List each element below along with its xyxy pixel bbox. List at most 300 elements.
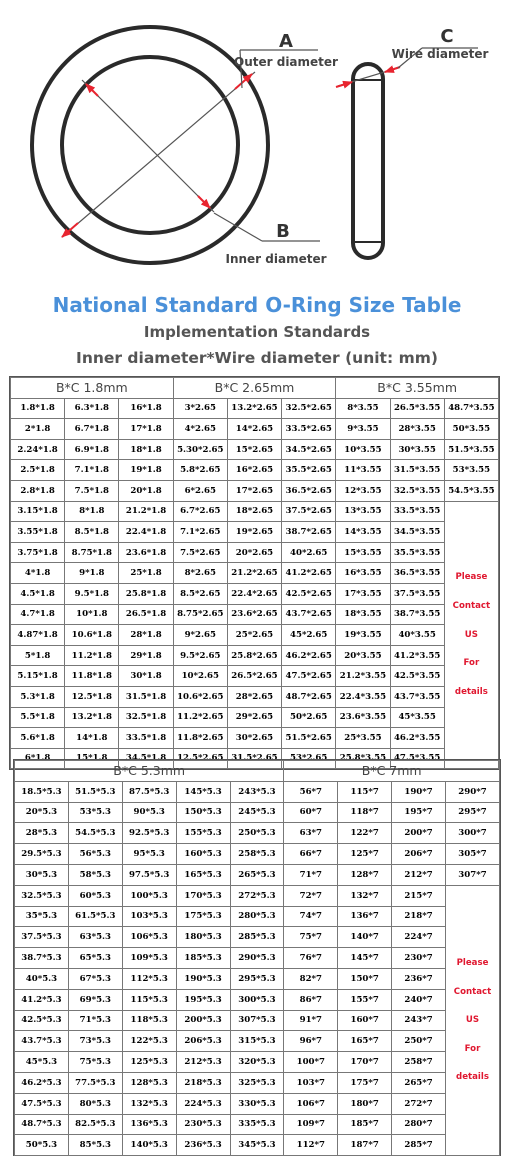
size-cell: 325*5.3	[230, 1072, 284, 1093]
size-cell: 243*7	[392, 1010, 446, 1031]
size-cell: 50*3.55	[444, 419, 498, 440]
size-cell: 74*7	[284, 906, 338, 927]
size-cell: 29*2.65	[227, 707, 281, 728]
size-cell: 61.5*5.3	[68, 906, 122, 927]
size-cell: 35*5.3	[15, 906, 69, 927]
size-cell: 345*5.3	[230, 1135, 284, 1156]
size-cell: 295*5.3	[230, 968, 284, 989]
size-cell: 43.7*2.65	[282, 604, 336, 625]
size-cell: 8*3.55	[336, 398, 390, 419]
size-cell: 330*5.3	[230, 1093, 284, 1114]
size-cell: 15*1.8	[65, 748, 119, 769]
size-cell: 109*7	[284, 1114, 338, 1135]
size-cell: 95*5.3	[122, 844, 176, 865]
size-cell: 51.5*2.65	[282, 728, 336, 749]
size-cell: 17*1.8	[119, 419, 173, 440]
table-row	[15, 948, 500, 969]
wire-arrow-right	[385, 67, 400, 72]
size-cell: 4.87*1.8	[11, 625, 65, 646]
size-cell: 45*5.3	[15, 1052, 69, 1073]
size-cell: 40*3.55	[390, 625, 444, 646]
table-row	[11, 604, 499, 625]
size-cell: 190*7	[392, 781, 446, 802]
table-row	[11, 625, 499, 646]
label-c-text: Wire diameter	[391, 47, 489, 61]
size-cell: 35.5*3.55	[390, 542, 444, 563]
size-cell: 42.5*2.65	[282, 583, 336, 604]
size-cell: 243*5.3	[230, 781, 284, 802]
size-cell: 18*2.65	[227, 501, 281, 522]
size-cell: 15*3.55	[336, 542, 390, 563]
size-cell: 28*5.3	[15, 823, 69, 844]
size-cell: 51.5*5.3	[68, 781, 122, 802]
size-cell: 4.7*1.8	[11, 604, 65, 625]
inner-diameter-line	[82, 80, 214, 212]
size-cell: 212*7	[392, 864, 446, 885]
size-cell: 41.2*2.65	[282, 563, 336, 584]
size-cell: 280*5.3	[230, 906, 284, 927]
size-cell: 4*2.65	[173, 419, 227, 440]
size-cell: 17*2.65	[227, 480, 281, 501]
size-cell: 218*5.3	[176, 1072, 230, 1093]
size-cell: 300*7	[446, 823, 500, 844]
size-cell: 5.6*1.8	[11, 728, 65, 749]
size-cell: 21.2*3.55	[336, 666, 390, 687]
size-cell: 6*2.65	[173, 480, 227, 501]
size-cell: 9.5*2.65	[173, 645, 227, 666]
inner-ring	[62, 57, 238, 233]
size-cell: 5*1.8	[11, 645, 65, 666]
group-header: B*C 2.65mm	[173, 378, 336, 399]
size-cell: 86*7	[284, 989, 338, 1010]
size-cell: 28*1.8	[119, 625, 173, 646]
label-a-text: Outer diameter	[234, 55, 338, 69]
table-row	[15, 1135, 500, 1156]
size-cell: 2.24*1.8	[11, 439, 65, 460]
size-cell: 215*7	[392, 885, 446, 906]
size-cell: 25.8*2.65	[227, 645, 281, 666]
size-cell: 145*7	[338, 948, 392, 969]
size-cell: 15*2.65	[227, 439, 281, 460]
size-cell: 2*1.8	[11, 419, 65, 440]
size-cell: 236*5.3	[176, 1135, 230, 1156]
size-cell: 54.5*3.55	[444, 480, 498, 501]
size-cell: 200*5.3	[176, 1010, 230, 1031]
size-cell: 19*3.55	[336, 625, 390, 646]
table-row	[15, 968, 500, 989]
size-cell: 22.4*1.8	[119, 522, 173, 543]
size-cell: 190*5.3	[176, 968, 230, 989]
size-cell: 187*7	[338, 1135, 392, 1156]
contact-line: Contact	[452, 601, 491, 612]
size-cell: 2.8*1.8	[11, 480, 65, 501]
size-cell: 66*7	[284, 844, 338, 865]
size-cell: 17*3.55	[336, 583, 390, 604]
contact-line: Please	[455, 572, 488, 583]
table-row	[15, 927, 500, 948]
size-cell: 45*3.55	[390, 707, 444, 728]
size-cell: 69*5.3	[68, 989, 122, 1010]
size-table-small	[10, 377, 499, 769]
size-cell: 300*5.3	[230, 989, 284, 1010]
size-cell: 25*2.65	[227, 625, 281, 646]
size-cell: 42.5*5.3	[15, 1010, 69, 1031]
size-cell: 90*5.3	[122, 802, 176, 823]
size-cell: 9*1.8	[65, 563, 119, 584]
size-cell: 320*5.3	[230, 1052, 284, 1073]
o-ring-diagram	[0, 0, 514, 285]
size-cell: 9.5*1.8	[65, 583, 119, 604]
size-cell: 23.6*1.8	[119, 542, 173, 563]
table-row	[15, 823, 500, 844]
table-row	[11, 501, 499, 522]
size-cell: 5.3*1.8	[11, 686, 65, 707]
size-cell: 160*7	[338, 1010, 392, 1031]
size-cell: 38.7*5.3	[15, 948, 69, 969]
size-cell: 11.2*2.65	[173, 707, 227, 728]
table-header-row	[15, 761, 500, 782]
size-cell: 50*2.65	[282, 707, 336, 728]
size-cell: 224*5.3	[176, 1093, 230, 1114]
size-cell: 40*5.3	[15, 968, 69, 989]
size-cell: 58*5.3	[68, 864, 122, 885]
size-cell: 3.75*1.8	[11, 542, 65, 563]
size-cell: 53*5.3	[68, 802, 122, 823]
size-cell: 8*2.65	[173, 563, 227, 584]
size-cell: 236*7	[392, 968, 446, 989]
size-cell: 195*7	[392, 802, 446, 823]
table-row	[15, 885, 500, 906]
size-cell: 307*7	[446, 864, 500, 885]
size-cell: 33.5*3.55	[390, 501, 444, 522]
size-cell: 75*7	[284, 927, 338, 948]
size-cell: 160*5.3	[176, 844, 230, 865]
size-cell: 195*5.3	[176, 989, 230, 1010]
size-cell: 112*7	[284, 1135, 338, 1156]
size-cell: 45*2.65	[282, 625, 336, 646]
size-cell: 76*7	[284, 948, 338, 969]
table-row	[11, 480, 499, 501]
table-row	[11, 563, 499, 584]
table-header-row	[11, 378, 499, 399]
size-cell: 4*1.8	[11, 563, 65, 584]
size-cell: 82.5*5.3	[68, 1114, 122, 1135]
table-row	[11, 666, 499, 687]
label-c: C	[440, 26, 454, 47]
size-cell: 315*5.3	[230, 1031, 284, 1052]
label-a: A	[279, 31, 293, 52]
size-cell: 37.5*3.55	[390, 583, 444, 604]
size-cell: 218*7	[392, 906, 446, 927]
size-cell: 37.5*5.3	[15, 927, 69, 948]
size-cell: 285*7	[392, 1135, 446, 1156]
size-cell: 106*5.3	[122, 927, 176, 948]
size-cell: 56*5.3	[68, 844, 122, 865]
size-cell: 9*2.65	[173, 625, 227, 646]
size-cell: 16*3.55	[336, 563, 390, 584]
size-cell: 2.5*1.8	[11, 460, 65, 481]
size-cell: 185*7	[338, 1114, 392, 1135]
size-cell: 6*1.8	[11, 748, 65, 769]
size-cell: 20*5.3	[15, 802, 69, 823]
size-cell: 10.6*1.8	[65, 625, 119, 646]
size-cell: 8.75*2.65	[173, 604, 227, 625]
size-cell: 34.5*2.65	[282, 439, 336, 460]
size-cell: 3.55*1.8	[11, 522, 65, 543]
size-cell: 29*1.8	[119, 645, 173, 666]
size-cell: 36.5*2.65	[282, 480, 336, 501]
table-row	[15, 1031, 500, 1052]
size-cell: 38.7*2.65	[282, 522, 336, 543]
size-cell: 8.5*1.8	[65, 522, 119, 543]
size-cell: 77.5*5.3	[68, 1072, 122, 1093]
size-cell: 109*5.3	[122, 948, 176, 969]
label-b-text: Inner diameter	[225, 252, 327, 266]
size-cell: 29.5*5.3	[15, 844, 69, 865]
size-cell: 51.5*3.55	[444, 439, 498, 460]
size-cell: 26.5*2.65	[227, 666, 281, 687]
group-header: B*C 3.55mm	[336, 378, 499, 399]
table-row	[11, 645, 499, 666]
size-cell: 265*5.3	[230, 864, 284, 885]
size-cell: 30*1.8	[119, 666, 173, 687]
size-cell: 7.5*2.65	[173, 542, 227, 563]
size-cell: 280*7	[392, 1114, 446, 1135]
size-cell: 46.2*5.3	[15, 1072, 69, 1093]
size-cell: 72*7	[284, 885, 338, 906]
contact-line: details	[454, 686, 488, 697]
size-cell: 112*5.3	[122, 968, 176, 989]
page-subtitle: Implementation Standards	[143, 323, 371, 341]
size-cell: 250*7	[392, 1031, 446, 1052]
size-cell: 43.7*3.55	[390, 686, 444, 707]
size-cell: 31.5*3.55	[390, 460, 444, 481]
size-cell: 8.75*1.8	[65, 542, 119, 563]
size-cell: 8*1.8	[65, 501, 119, 522]
size-cell: 10.6*2.65	[173, 686, 227, 707]
size-cell: 6.7*1.8	[65, 419, 119, 440]
size-cell: 295*7	[446, 802, 500, 823]
table-row	[11, 419, 499, 440]
size-cell: 87.5*5.3	[122, 781, 176, 802]
size-cell: 180*7	[338, 1093, 392, 1114]
size-cell: 33.5*2.65	[282, 419, 336, 440]
size-cell: 25*1.8	[119, 563, 173, 584]
group-header: B*C 5.3mm	[15, 761, 284, 782]
size-cell: 11*3.55	[336, 460, 390, 481]
size-cell: 290*5.3	[230, 948, 284, 969]
table-row	[15, 864, 500, 885]
contact-line: Please	[456, 957, 489, 968]
size-cell: 14*2.65	[227, 419, 281, 440]
size-cell: 23.6*2.65	[227, 604, 281, 625]
size-cell: 118*5.3	[122, 1010, 176, 1031]
size-cell: 71*7	[284, 864, 338, 885]
size-cell: 5.8*2.65	[173, 460, 227, 481]
size-cell: 60*5.3	[68, 885, 122, 906]
contact-us-note	[446, 885, 500, 1155]
size-cell: 18*1.8	[119, 439, 173, 460]
size-cell: 50*5.3	[15, 1135, 69, 1156]
size-cell: 14*1.8	[65, 728, 119, 749]
size-cell: 128*7	[338, 864, 392, 885]
size-cell: 11.2*1.8	[65, 645, 119, 666]
wire-arrow-left	[336, 82, 352, 87]
inner-arrow-left	[86, 84, 98, 96]
table-row	[11, 460, 499, 481]
size-cell: 26.5*1.8	[119, 604, 173, 625]
size-cell: 170*5.3	[176, 885, 230, 906]
size-cell: 258*7	[392, 1052, 446, 1073]
size-cell: 19*1.8	[119, 460, 173, 481]
size-cell: 25.8*3.55	[336, 748, 390, 769]
size-cell: 73*5.3	[68, 1031, 122, 1052]
size-cell: 3*2.65	[173, 398, 227, 419]
size-cell: 10*1.8	[65, 604, 119, 625]
size-cell: 100*5.3	[122, 885, 176, 906]
size-cell: 18.5*5.3	[15, 781, 69, 802]
size-cell: 3.15*1.8	[11, 501, 65, 522]
table-row	[15, 802, 500, 823]
table-row	[15, 844, 500, 865]
size-cell: 11.8*1.8	[65, 666, 119, 687]
table-row	[15, 1010, 500, 1031]
size-cell: 170*7	[338, 1052, 392, 1073]
size-cell: 122*7	[338, 823, 392, 844]
table-row	[15, 1093, 500, 1114]
size-cell: 206*5.3	[176, 1031, 230, 1052]
size-cell: 32.5*5.3	[15, 885, 69, 906]
size-cell: 10*2.65	[173, 666, 227, 687]
size-cell: 21.2*2.65	[227, 563, 281, 584]
size-cell: 21.2*1.8	[119, 501, 173, 522]
size-cell: 32.5*3.55	[390, 480, 444, 501]
size-cell: 200*7	[392, 823, 446, 844]
size-cell: 180*5.3	[176, 927, 230, 948]
size-cell: 115*7	[338, 781, 392, 802]
size-cell: 132*5.3	[122, 1093, 176, 1114]
size-cell: 12.5*2.65	[173, 748, 227, 769]
size-cell: 7.1*1.8	[65, 460, 119, 481]
size-cell: 34.5*3.55	[390, 522, 444, 543]
size-cell: 12*3.55	[336, 480, 390, 501]
size-cell: 32.5*2.65	[282, 398, 336, 419]
size-cell: 36.5*3.55	[390, 563, 444, 584]
size-cell: 82*7	[284, 968, 338, 989]
size-cell: 224*7	[392, 927, 446, 948]
size-cell: 22.4*2.65	[227, 583, 281, 604]
size-cell: 41.2*3.55	[390, 645, 444, 666]
size-cell: 103*5.3	[122, 906, 176, 927]
size-cell: 206*7	[392, 844, 446, 865]
size-cell: 97.5*5.3	[122, 864, 176, 885]
size-cell: 5.5*1.8	[11, 707, 65, 728]
size-cell: 30*5.3	[15, 864, 69, 885]
inner-arrow-right	[198, 196, 210, 208]
size-cell: 38.7*3.55	[390, 604, 444, 625]
size-cell: 71*5.3	[68, 1010, 122, 1031]
table-row	[15, 906, 500, 927]
size-cell: 106*7	[284, 1093, 338, 1114]
size-cell: 42.5*3.55	[390, 666, 444, 687]
table-row	[15, 1052, 500, 1073]
size-cell: 150*5.3	[176, 802, 230, 823]
size-cell: 48.7*5.3	[15, 1114, 69, 1135]
size-cell: 155*7	[338, 989, 392, 1010]
size-cell: 7.1*2.65	[173, 522, 227, 543]
size-cell: 47.5*2.65	[282, 666, 336, 687]
size-cell: 290*7	[446, 781, 500, 802]
size-cell: 33.5*1.8	[119, 728, 173, 749]
size-cell: 272*5.3	[230, 885, 284, 906]
size-cell: 12.5*1.8	[65, 686, 119, 707]
size-cell: 10*3.55	[336, 439, 390, 460]
size-cell: 165*5.3	[176, 864, 230, 885]
size-cell: 230*7	[392, 948, 446, 969]
size-cell: 11.8*2.65	[173, 728, 227, 749]
size-cell: 63*5.3	[68, 927, 122, 948]
size-cell: 136*7	[338, 906, 392, 927]
table-row	[15, 1072, 500, 1093]
size-cell: 4.5*1.8	[11, 583, 65, 604]
group-header: B*C 1.8mm	[11, 378, 174, 399]
size-cell: 230*5.3	[176, 1114, 230, 1135]
size-cell: 13.2*1.8	[65, 707, 119, 728]
size-cell: 150*7	[338, 968, 392, 989]
size-cell: 16*1.8	[119, 398, 173, 419]
size-cell: 31.5*1.8	[119, 686, 173, 707]
size-cell: 272*7	[392, 1093, 446, 1114]
size-cell: 128*5.3	[122, 1072, 176, 1093]
size-cell: 35.5*2.65	[282, 460, 336, 481]
size-cell: 175*5.3	[176, 906, 230, 927]
size-cell: 285*5.3	[230, 927, 284, 948]
size-cell: 175*7	[338, 1072, 392, 1093]
table-row	[11, 583, 499, 604]
size-cell: 140*7	[338, 927, 392, 948]
size-cell: 118*7	[338, 802, 392, 823]
size-cell: 165*7	[338, 1031, 392, 1052]
table-row	[11, 522, 499, 543]
table-row	[11, 439, 499, 460]
size-cell: 32.5*1.8	[119, 707, 173, 728]
size-cell: 8.5*2.65	[173, 583, 227, 604]
size-cell: 53*2.65	[282, 748, 336, 769]
size-cell: 25*3.55	[336, 728, 390, 749]
size-cell: 25.8*1.8	[119, 583, 173, 604]
size-cell: 46.2*2.65	[282, 645, 336, 666]
size-cell: 250*5.3	[230, 823, 284, 844]
size-cell: 125*5.3	[122, 1052, 176, 1073]
size-cell: 18*3.55	[336, 604, 390, 625]
size-cell: 258*5.3	[230, 844, 284, 865]
size-cell: 245*5.3	[230, 802, 284, 823]
size-cell: 43.7*5.3	[15, 1031, 69, 1052]
size-cell: 37.5*2.65	[282, 501, 336, 522]
contact-line: details	[456, 1072, 489, 1083]
table-row	[11, 728, 499, 749]
size-cell: 26.5*3.55	[390, 398, 444, 419]
table-row	[15, 781, 500, 802]
size-cell: 100*7	[284, 1052, 338, 1073]
size-cell: 5.15*1.8	[11, 666, 65, 687]
size-cell: 1.8*1.8	[11, 398, 65, 419]
contact-line: US	[464, 629, 478, 640]
size-cell: 53*3.55	[444, 460, 498, 481]
size-cell: 54.5*5.3	[68, 823, 122, 844]
contact-line: US	[465, 1015, 480, 1026]
size-cell: 60*7	[284, 802, 338, 823]
